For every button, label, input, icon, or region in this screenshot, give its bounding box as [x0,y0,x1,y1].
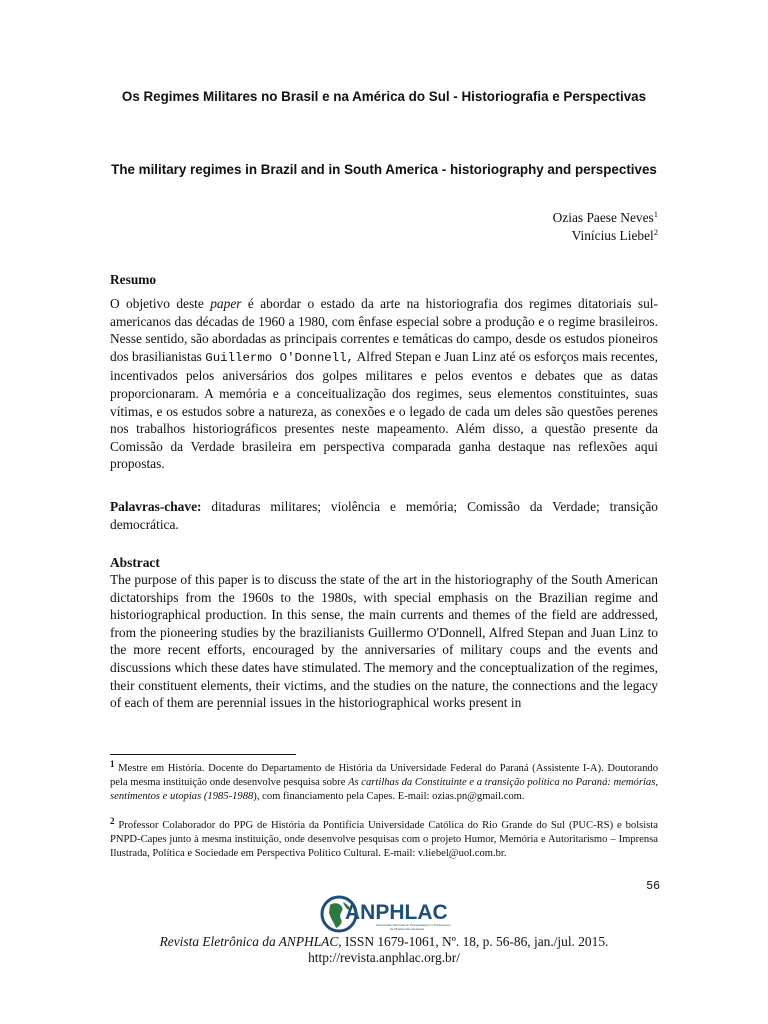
footnote-1 [110,759,658,804]
title-portuguese: Os Regimes Militares no Brasil e na América do Sul - Historiografia e Perspectivas [121,89,647,104]
author-2-note: 2 [653,227,658,237]
footer-citation [100,934,668,950]
author-1-note: 1 [653,209,658,219]
abstract-heading: Abstract [110,555,160,570]
footnote-1-text-1: Mestre em História. Docente do Departamento de História da Universidade Federal do Paraná (Assistente I-A). Doutorando pela mesma instituição onde desenvolve pesquisa sobre [110,763,658,788]
resumo-text-em: paper [210,296,242,311]
resumo-heading: Resumo [110,272,157,287]
footnote-1-text-2: ), com financiamento pela Capes. E-mail: ozias.pn@gmail.com. [253,791,525,802]
keywords-label: Palavras-chave: [110,499,202,514]
resumo-text-2: é abordar o estado da arte na historiografia dos regimes ditatoriais sul-americanos das décadas de 1960 a 1980, com ênfase especial sobre a produção e o regime brasileiros. Nesse sentido, são abordadas as principais correntes e temáticas do campo, desde os estudos pioneiros dos brasilianistas [110,296,658,364]
author-2 [553,227,658,245]
author-2-name: Vinícius Liebel [571,228,654,243]
footnote-2 [110,816,658,861]
resumo-text-mono: Guillermo O'Donnell, [205,350,354,365]
footnote-1-text-em: As cartilhas da Constituinte e a transição política no Paraná: memórias, sentimentos e utopias (1985-1988 [110,777,658,802]
resumo-paragraph [110,295,658,473]
footnote-1-mark: 1 [110,759,115,769]
abstract-paragraph: The purpose of this paper is to discuss the state of the art in the historiography of the South American dictatorships from the 1960s to the 1980s, with special emphasis on the Brazilian regime and historiographical production. In this sense, the main currents and themes of the field are addressed, from the pioneering studies by the brazilianists Guillermo O'Donnell, Alfred Stepan and Juan Linz to the more recent efforts, encouraged by the anniversaries of military coups and the events and discussions which these dates have stimulated. The memory and the conceptualization of the regimes, their constituent elements, their victims, and the studies on the nature, the connections and the legacy of each of them are perennial issues in the historiographical works present in [110,572,658,711]
anphlac-logo [318,893,452,935]
keywords [110,498,658,533]
keywords-text: ditaduras militares; violência e memória; Comissão da Verdade; transição democrática. [110,499,658,532]
logo-text: ANPHLAC [345,901,448,924]
footer-journal: Revista Eletrônica da ANPHLAC [159,934,339,949]
footnote-2-mark: 2 [110,816,115,826]
logo-tagline-2: de História das Américas [390,927,425,931]
resumo-text-1: O objetivo deste [110,296,211,311]
author-1-name: Ozias Paese Neves [552,210,654,225]
author-list [553,209,658,245]
logo-tagline-1: Associação Nacional de Pesquisadores e Professores [376,923,451,927]
title-english: The military regimes in Brazil and in South America - historiography and perspectives [111,162,657,177]
resumo-text-3: Alfred Stepan e Juan Linz até os esforços mais recentes, incentivados pelos aniversários dos golpes militares e pelos eventos e debates que as datas proporcionaram. A memória e a conceitualização dos regimes, seus elementos constituintes, suas vítimas, e os estudos sobre a natureza, as conexões e o legado de cada um deles são questões perenes nos trabalhos historiográficos presentes neste mapeamento. Além disso, a questão presente da Comissão da Verdade brasileira em perspectiva comparada ganha destaque nas reflexões aqui propostas. [110,348,658,472]
author-1 [553,209,658,227]
footer-url[interactable]: http://revista.anphlac.org.br/ [308,950,460,965]
footnote-2-text-1: Professor Colaborador do PPG de História da Pontifícia Universidade Católica do Rio Grande do Sul (PUC-RS) e bolsista PNPD-Capes junto à mesma instituição, onde desenvolve pesquisas com o projeto Humor, Memória e Autoritarismo – Imprensa Ilustrada, Política e Sociedade em Perspectiva Político Cultural. E-mail: v.liebel@uol.com.br. [110,820,658,859]
footer-citation-text: , ISSN 1679-1061, Nº. 18, p. 56-86, jan./jul. 2015. [338,934,609,949]
page-number: 56 [646,880,660,893]
footnote-divider [110,754,296,755]
